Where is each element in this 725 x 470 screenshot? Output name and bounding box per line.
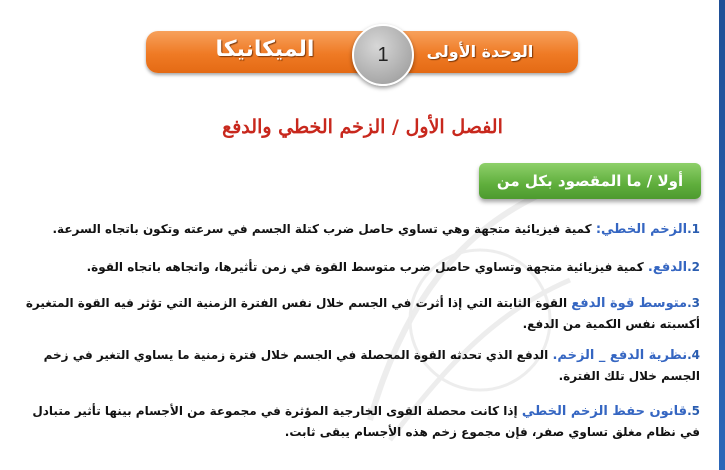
definition-text: القوة الثابتة التي إذا أثرت في الجسم خلال نفس الفترة الزمنية التي تؤثر فيه القوة المتغيرة أكسبته نفس الكمية من الدفع. — [25, 296, 700, 331]
definition-text: الدفع الذي تحدثه القوة المحصلة في الجسم خلال فترة زمنية ما يساوي التغير في زخم الجسم خلال تلك الفترة. — [43, 348, 700, 383]
section-header: أولا / ما المقصود بكل من — [479, 163, 701, 199]
definition-number: 4. — [687, 348, 700, 362]
page-border — [719, 0, 725, 470]
definition-item — [18, 401, 700, 442]
definition-term: الزخم الخطي: — [595, 222, 688, 237]
unit-label: الوحدة الأولى — [426, 42, 534, 61]
definition-number: 5. — [687, 404, 700, 418]
definition-text: كمية فيزيائية متجهة وهي تساوي حاصل ضرب كتلة الجسم في سرعته وتكون باتجاه السرعة. — [52, 222, 596, 236]
definition-term: نظرية الدفع _ الزخم. — [552, 348, 688, 363]
definition-number: 3. — [687, 296, 700, 310]
definition-item — [18, 257, 700, 278]
unit-number-badge: 1 — [352, 24, 414, 86]
unit-subject: الميكانيكا — [215, 37, 315, 62]
definition-number: 1. — [687, 222, 700, 236]
definition-text: كمية فيزيائية متجهة وتساوي حاصل ضرب متوسط القوة في زمن تأثيرها، واتجاهه باتجاه القوة. — [86, 260, 648, 274]
definition-number: 2. — [687, 260, 700, 274]
definition-item — [18, 293, 700, 334]
definition-term: متوسط قوة الدفع — [571, 296, 688, 311]
definition-term: الدفع. — [647, 260, 688, 275]
chapter-title: الفصل الأول / الزخم الخطي والدفع — [222, 116, 503, 138]
definition-item — [18, 219, 700, 240]
definition-term: قانون حفظ الزخم الخطي — [521, 404, 688, 419]
definition-item — [18, 345, 700, 386]
definition-text: إذا كانت محصلة القوى الخارجية المؤثرة في مجموعة من الأجسام بينها تأثير متبادل في نظام مغلق تساوي صفر، فإن مجموع زخم هذه الأجسام يبقى ثابت. — [32, 404, 700, 439]
